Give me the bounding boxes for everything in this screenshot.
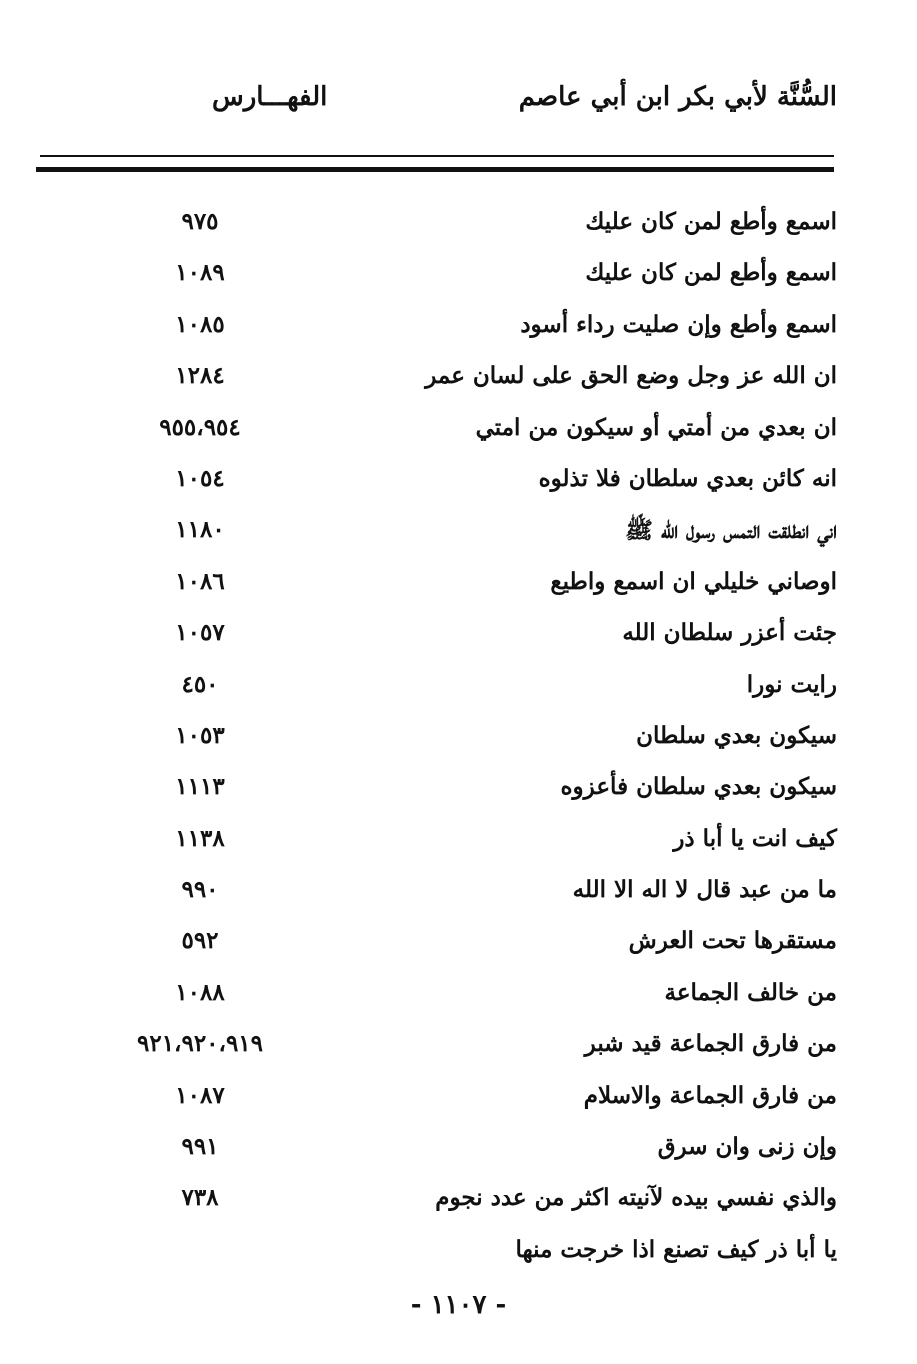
hadith-number: ٤٥٠: [181, 670, 219, 698]
hadith-number: ١٢٨٤: [175, 362, 225, 390]
header-rule-thin: [40, 155, 834, 157]
hadith-number: ٩٥٥،٩٥٤: [159, 413, 241, 441]
index-row: [0, 1125, 917, 1176]
index-row: [0, 251, 917, 302]
hadith-number: ١١١٣: [175, 773, 225, 801]
hadith-text: ما من عبد قال لا اله الا الله: [572, 876, 837, 904]
index-row: [0, 457, 917, 508]
index-row: [0, 1176, 917, 1227]
hadith-number: ١٠٨٥: [175, 310, 225, 338]
hadith-text: انه كائن بعدي سلطان فلا تذلوه: [538, 464, 837, 492]
hadith-text: ان الله عز وجل وضع الحق على لسان عمر: [425, 362, 837, 390]
hadith-text: رايت نورا: [746, 670, 837, 698]
hadith-text: اسمع وأطع لمن كان عليك: [585, 208, 837, 235]
hadith-text: من خالف الجماعة: [664, 978, 837, 1006]
index-row: [0, 765, 917, 816]
hadith-number: ٩٧٥: [181, 208, 219, 235]
index-row: [0, 303, 917, 354]
hadith-number: ٩٢١،٩٢٠،٩١٩: [136, 1030, 264, 1058]
hadith-number: ١٠٥٤: [175, 464, 225, 492]
hadith-number: ١٠٥٣: [175, 721, 225, 749]
index-row: [0, 919, 917, 970]
index-row: [0, 663, 917, 714]
hadith-number: ١١٨٠: [175, 516, 225, 544]
hadith-number: ١٠٨٧: [175, 1081, 225, 1109]
hadith-number: ١٠٥٧: [175, 619, 225, 647]
hadith-text: كيف انت يا أبا ذر: [673, 824, 837, 852]
index-row: [0, 1228, 917, 1279]
hadith-number: ٩٩٠: [181, 876, 219, 904]
index-row: [0, 1074, 917, 1125]
header-rule-thick: [36, 167, 834, 172]
index-row: [0, 200, 917, 251]
book-title: السُّنَّة لأبي بكر ابن أبي عاصم: [518, 82, 837, 112]
hadith-text: سيكون بعدي سلطان: [636, 721, 837, 749]
hadith-text: من فارق الجماعة والاسلام: [583, 1081, 837, 1109]
page-header: [0, 82, 917, 132]
index-row: [0, 971, 917, 1022]
index-row: [0, 560, 917, 611]
hadith-number: ٥٩٢: [181, 927, 219, 955]
index-row: [0, 611, 917, 662]
hadith-text: مستقرها تحت العرش: [628, 927, 837, 955]
hadith-number: ١١٣٨: [175, 824, 225, 852]
hadith-number: ٧٣٨: [181, 1184, 219, 1212]
hadith-text: يا أبا ذر كيف تصنع اذا خرجت منها: [515, 1235, 837, 1263]
hadith-number: ١٠٨٦: [175, 567, 225, 595]
hadith-index-list: [0, 200, 917, 1279]
index-row: [0, 354, 917, 405]
hadith-text: اني انطلقت التمس رسول الله ﷺ: [625, 517, 837, 545]
hadith-number: ١٠٨٩: [175, 259, 225, 287]
index-row: [0, 508, 917, 559]
hadith-text: من فارق الجماعة قيد شبر: [584, 1030, 837, 1058]
hadith-text: سيكون بعدي سلطان فأعزوه: [560, 773, 837, 801]
hadith-text: اسمع وأطع لمن كان عليك: [585, 259, 837, 287]
page-number: - ١١٠٧ -: [410, 1290, 507, 1320]
hadith-text: وإن زنى وان سرق: [657, 1133, 837, 1161]
hadith-number: ١٠٨٨: [175, 978, 225, 1006]
index-row: [0, 406, 917, 457]
hadith-text: ان بعدي من أمتي أو سيكون من امتي: [475, 413, 837, 441]
hadith-text: جئت أعزر سلطان الله: [622, 619, 837, 647]
index-row: [0, 1022, 917, 1073]
section-title: الفهـــارس: [212, 82, 328, 112]
index-row: [0, 868, 917, 919]
hadith-text: والذي نفسي بيده لآنيته اكثر من عدد نجوم: [435, 1184, 837, 1212]
index-row: [0, 817, 917, 868]
hadith-number: ٩٩١: [181, 1133, 219, 1161]
hadith-text: اسمع وأطع وإن صليت رداء أسود: [520, 310, 837, 338]
index-row: [0, 714, 917, 765]
hadith-text: اوصاني خليلي ان اسمع واطيع: [550, 567, 837, 595]
